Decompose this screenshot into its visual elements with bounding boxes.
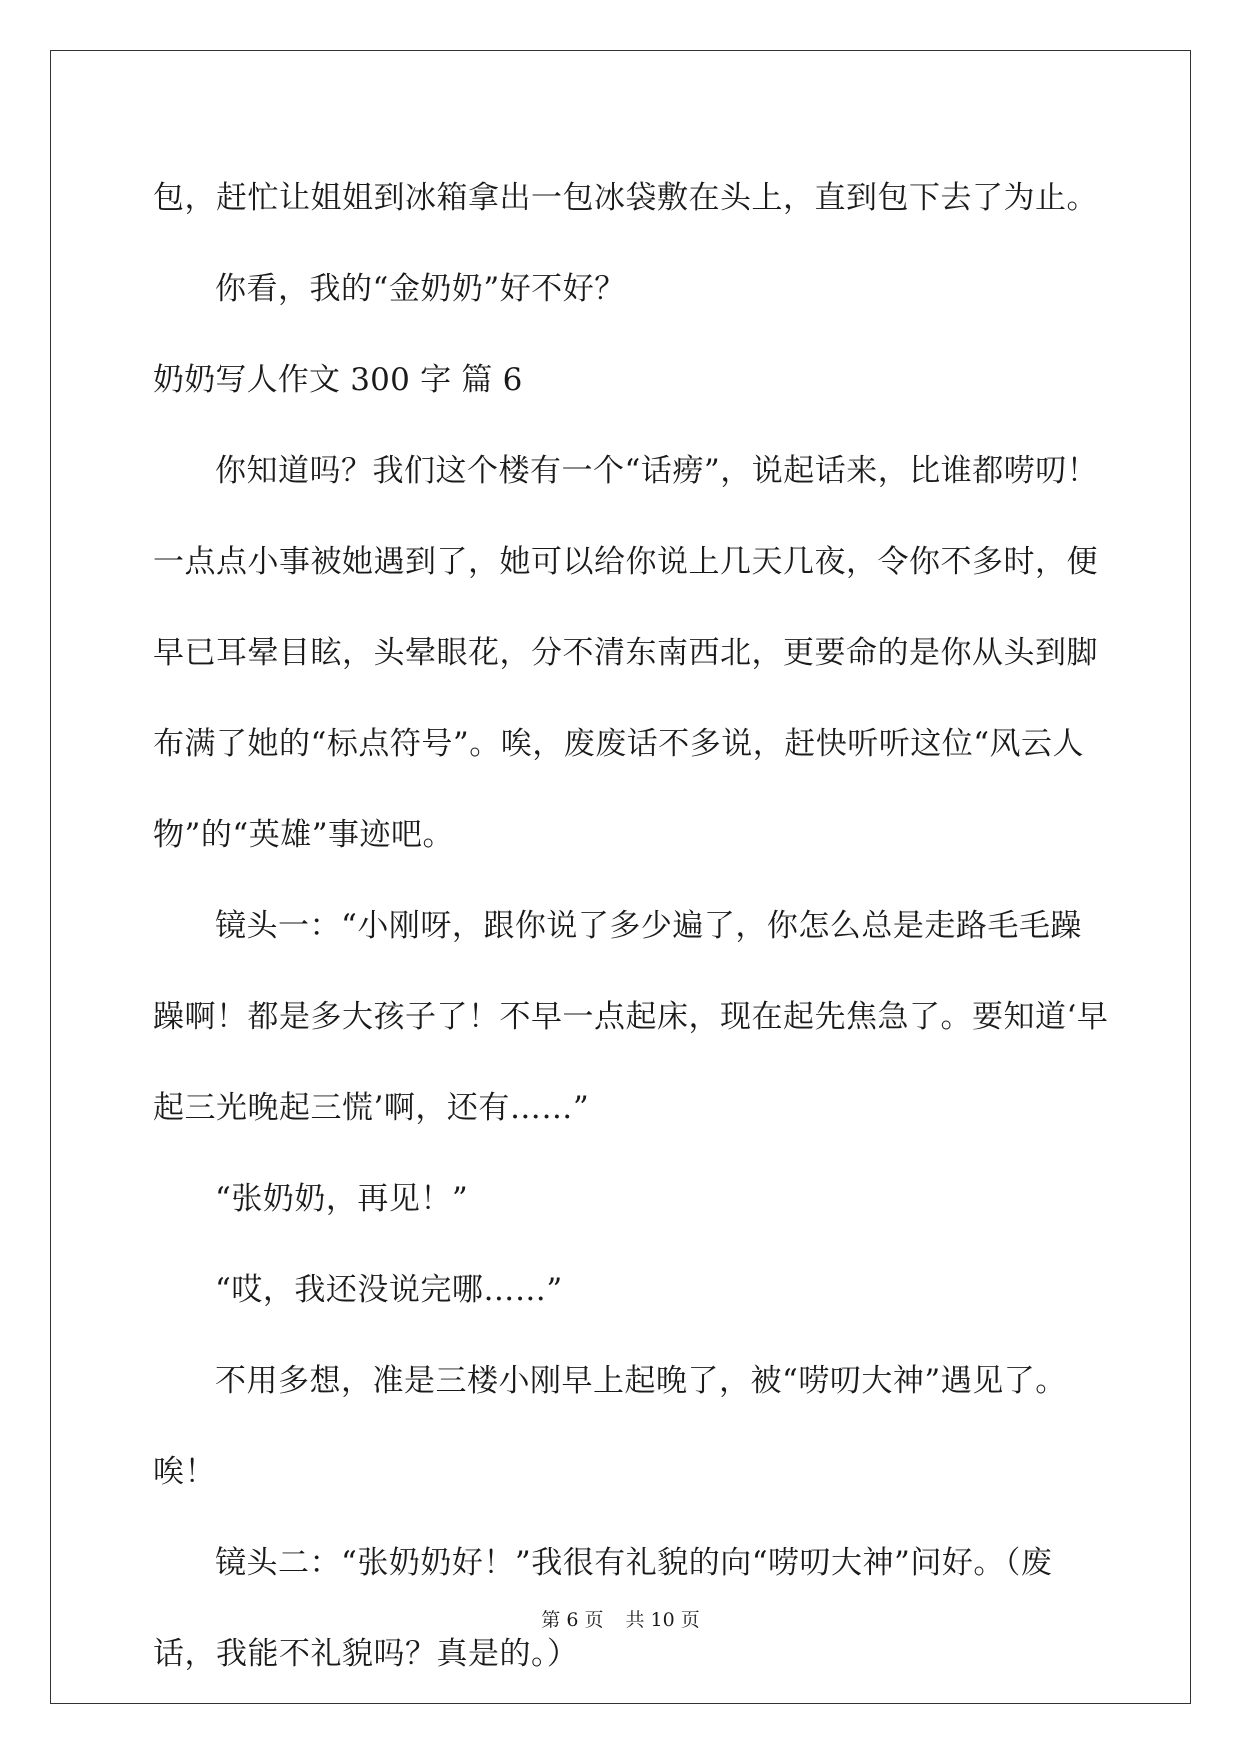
text-line: 包，赶忙让姐姐到冰箱拿出一包冰袋敷在头上，直到包下去了为止。 (153, 180, 1098, 216)
text-line: 物”的“英雄”事迹吧。 (153, 817, 455, 853)
text-line: 躁啊！都是多大孩子了！不早一点起床，现在起先焦急了。要知道‘早 (153, 999, 1109, 1035)
page-footer (0, 1605, 1241, 1632)
section-heading: 奶奶写人作文 300 字 篇 6 (153, 362, 523, 398)
text-line: 布满了她的“标点符号”。唉，废废话不多说，赶快听听这位“风云人 (153, 726, 1085, 762)
text-line: 不用多想，准是三楼小刚早上起晚了，被“唠叨大神”遇见了。 (215, 1363, 1067, 1399)
page-number: 第 6 页 (541, 1609, 604, 1631)
text-line: “哎，我还没说完哪……” (215, 1272, 563, 1308)
text-line: 你知道吗？我们这个楼有一个“话痨”，说起话来，比谁都唠叨！ (215, 453, 1099, 489)
text-line: 镜头二：“张奶奶好！”我很有礼貌的向“唠叨大神”问好。（废 (215, 1545, 1053, 1581)
text-line: 唉！ (153, 1454, 216, 1490)
text-line: 起三光晚起三慌’啊，还有……” (153, 1090, 590, 1126)
document-body (153, 153, 1109, 1700)
text-line: “张奶奶，再见！” (215, 1181, 469, 1217)
text-line: 话，我能不礼貌吗？真是的。） (153, 1636, 579, 1672)
text-line: 一点点小事被她遇到了，她可以给你说上几天几夜，令你不多时，便 (153, 544, 1098, 580)
text-line: 你看，我的“金奶奶”好不好？ (215, 271, 626, 307)
page-total: 共 10 页 (625, 1609, 700, 1631)
text-line: 早已耳晕目眩，头晕眼花，分不清东南西北，更要命的是你从头到脚 (153, 635, 1098, 671)
text-line: 镜头一：“小刚呀，跟你说了多少遍了，你怎么总是走路毛毛躁 (215, 908, 1082, 944)
